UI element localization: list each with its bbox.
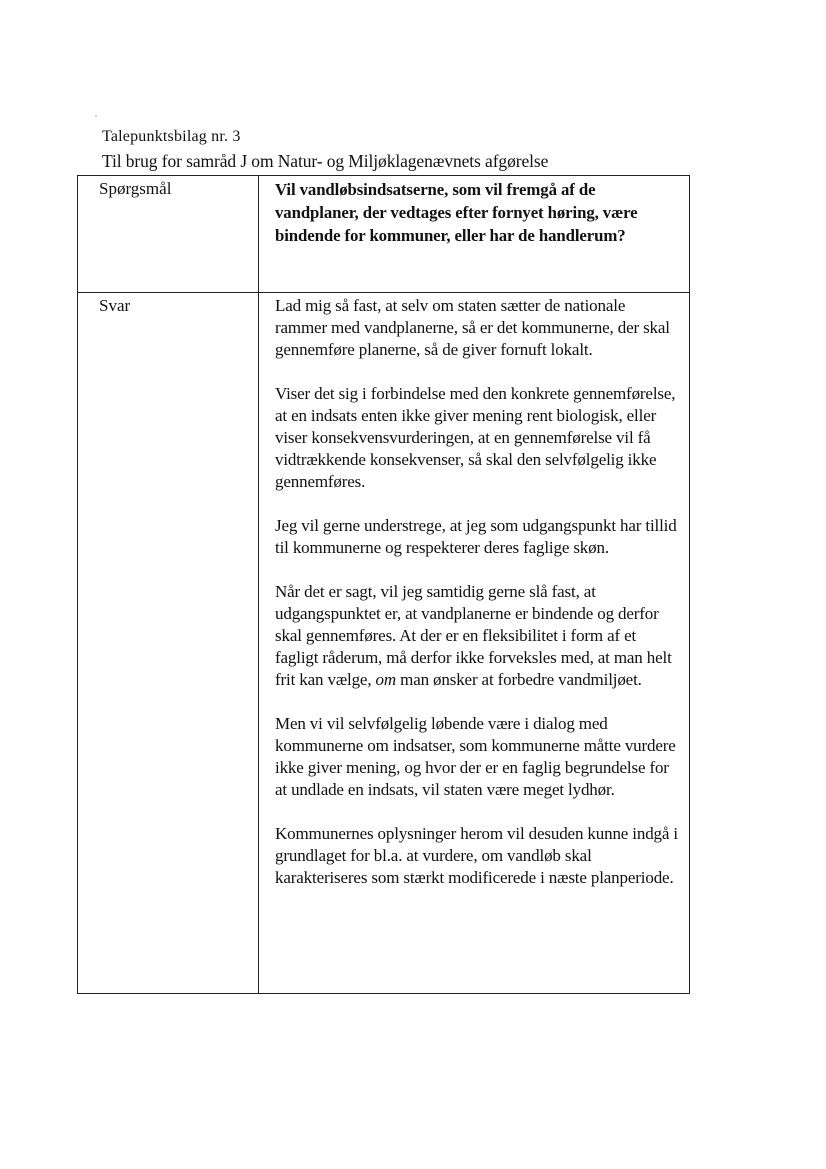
question-cell — [259, 176, 690, 293]
answer-paragraph-2: Viser det sig i forbindelse med den konkrete gennemførelse, at en indsats enten ikke giver mening rent biologisk, eller viser konsekvensvurderingen, at en gennemførelse vil få vidtrækkende konsekvenser, så skal den selvfølgelig ikke gennemføres. — [275, 384, 676, 491]
answer-paragraph-3: Jeg vil gerne understrege, at jeg som udgangspunkt har tillid til kommunerne og respekterer deres faglige skøn. — [275, 516, 677, 557]
answer-paragraph-4-emphasis: om — [375, 670, 397, 689]
answer-paragraph-4 — [275, 581, 681, 691]
answer-paragraph-4-start: Når det er sagt, vil jeg samtidig gerne slå fast, at udgangspunktet er, at vandplanerne er bindende og derfor skal gennemføres. At der er en fleksibilitet i form af et fagligt råderum, må derfor ikke forveksles med, at man helt frit kan vælge, — [275, 582, 672, 689]
scan-speck — [95, 115, 97, 117]
answer-paragraph-4-end: man ønsker at forbedre vandmiljøet. — [396, 670, 642, 689]
answer-paragraph-6: Kommunernes oplysninger herom vil desuden kunne indgå i grundlaget for bl.a. at vurdere, om vandløb skal karakteriseres som stærkt modificerede i næste planperiode. — [275, 824, 678, 887]
question-label: Spørgsmål — [78, 176, 259, 293]
answer-paragraph-5: Men vi vil selvfølgelig løbende være i dialog med kommunerne om indsatser, som kommunerne måtte vurdere ikke giver mening, og hvor der er en faglig begrundelse for at undlade en indsats, vil staten være meget lydhør. — [275, 714, 676, 799]
question-row — [78, 176, 690, 293]
answer-cell — [259, 293, 690, 994]
cut-off-header — [102, 128, 272, 147]
answer-row — [78, 293, 690, 994]
document-subtitle: Til brug for samråd J om Natur- og Miljøklagenævnets afgørelse — [102, 151, 549, 171]
question-text: Vil vandløbsindsatserne, som vil fremgå af de vandplaner, der vedtages efter fornyet høring, være bindende for kommuner, eller har de handlerum? — [275, 180, 638, 245]
answer-label: Svar — [78, 293, 259, 994]
qa-table — [77, 175, 690, 994]
answer-paragraph-1: Lad mig så fast, at selv om staten sætter de nationale rammer med vandplanerne, så er det kommunerne, der skal gennemføre planerne, så de giver fornuft lokalt. — [275, 296, 670, 359]
cut-off-header-text: Talepunktsbilag nr. 3 — [102, 128, 241, 145]
